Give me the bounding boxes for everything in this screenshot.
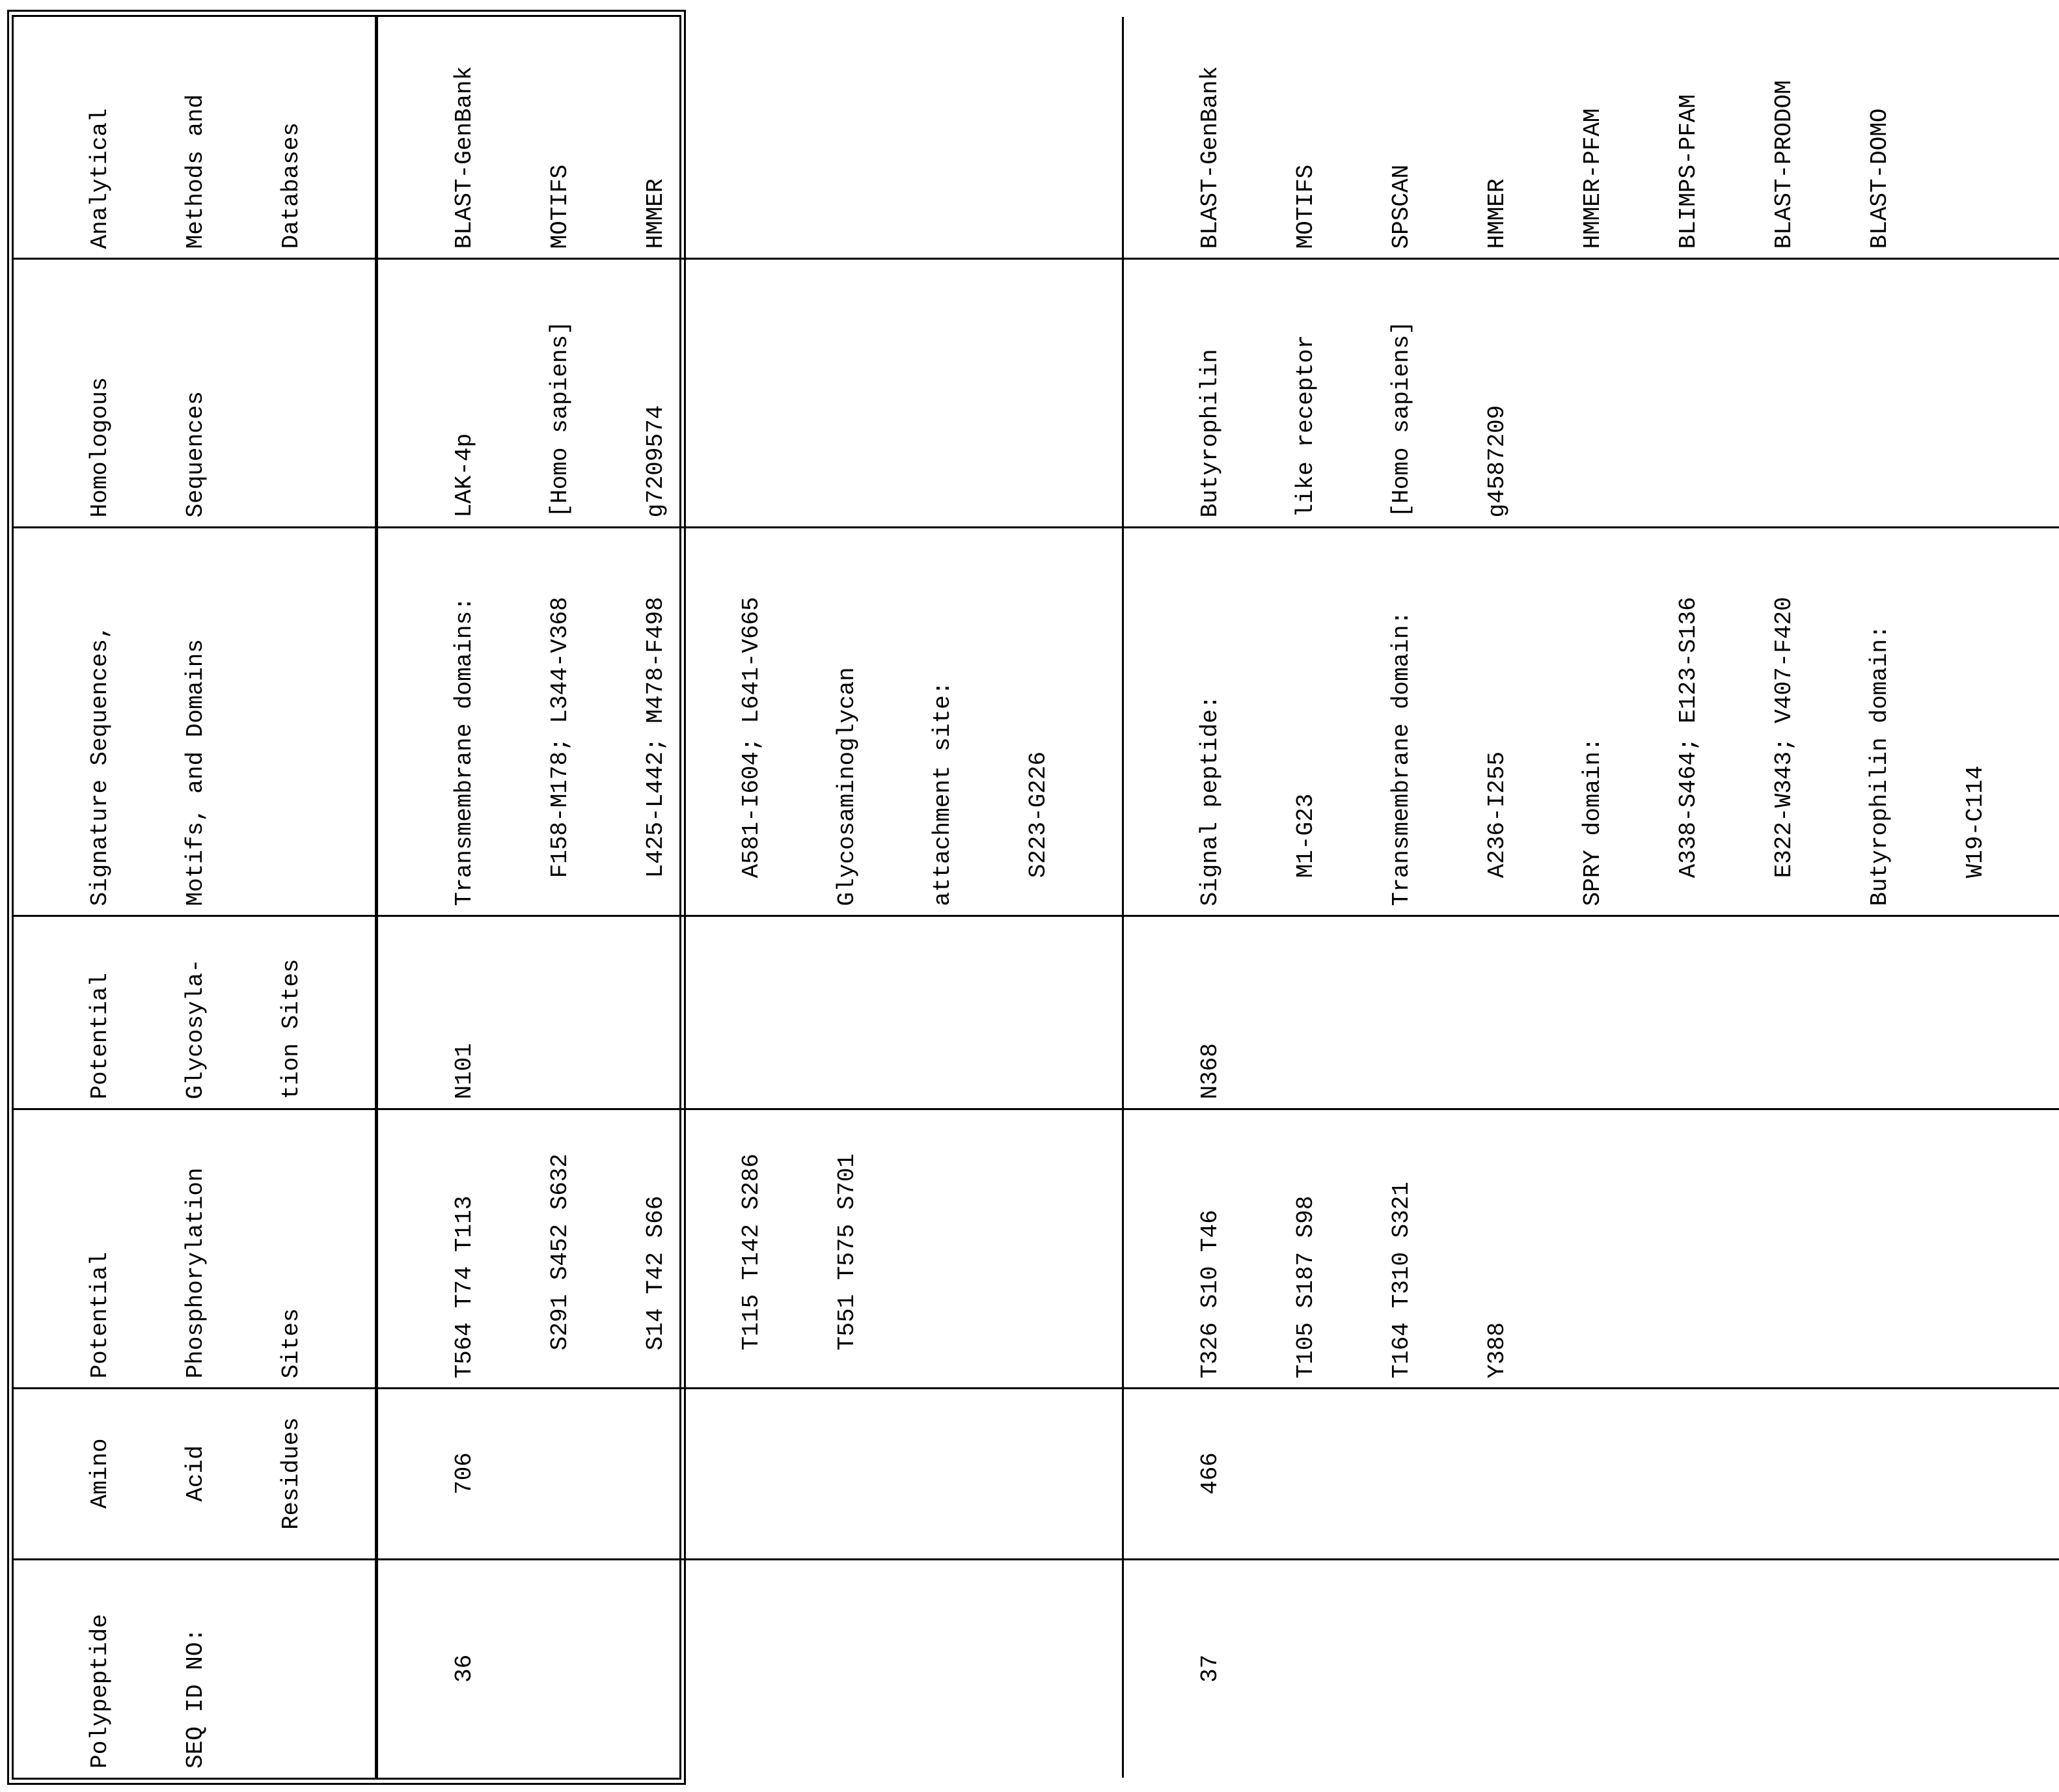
header-polypeptide [14, 1560, 377, 1778]
header-text: Potential [87, 1252, 113, 1379]
table-row [1123, 17, 2059, 1778]
homolog-line: [Homo sapiens] [547, 321, 573, 518]
phos-line: T164 T310 S321 [1388, 1182, 1415, 1379]
header-signature [14, 528, 377, 916]
method-line: BLAST-PRODOM [1771, 80, 1797, 249]
signature-line: A236-I255 [1484, 751, 1510, 878]
homolog-line: like receptor [1292, 334, 1319, 518]
header-residues [14, 1389, 377, 1560]
signature-line: A338-S464; E123-S136 [1675, 597, 1702, 878]
signature-line: Butyrophilin domain: [1866, 625, 1893, 906]
rotated-table-page [7, 10, 1989, 1785]
header-text: SEQ ID NO: [182, 1627, 209, 1769]
cell-seq-id [1123, 1560, 2059, 1778]
homolog-line: LAK-4p [451, 433, 478, 518]
cell-residues [377, 1389, 1123, 1560]
cell-glycosylation [377, 916, 1123, 1109]
method-line: HMMER [1484, 178, 1510, 249]
phos-line: T326 S10 T46 [1197, 1210, 1223, 1379]
header-glycosylation [14, 916, 377, 1109]
seq-id-value: 37 [1197, 1654, 1223, 1683]
signature-line: S223-G226 [1025, 751, 1052, 878]
cell-homologous [1123, 259, 2059, 528]
cell-phosphorylation [377, 1109, 1123, 1389]
header-text: Potential [87, 973, 113, 1100]
header-text: Glycosyla- [182, 958, 209, 1100]
header-homologous [14, 259, 377, 528]
header-text: Amino [87, 1438, 113, 1509]
phos-line: S291 S452 S632 [547, 1153, 573, 1351]
header-text: Methods and [182, 94, 209, 249]
signature-line: attachment site: [929, 681, 956, 906]
homolog-line: [Homo sapiens] [1388, 321, 1415, 518]
seq-id-value: 36 [451, 1654, 478, 1683]
header-text: Residues [278, 1417, 305, 1530]
homolog-line: g4587209 [1484, 405, 1510, 518]
method-line: BLAST-GenBank [1197, 66, 1223, 249]
header-phosphorylation [14, 1109, 377, 1389]
table-inner-border [12, 15, 1989, 1780]
header-text: Phosphorylation [182, 1167, 209, 1379]
glyco-line: N101 [451, 1043, 478, 1100]
homolog-line: g7209574 [642, 405, 669, 518]
method-line: BLIMPS-PFAM [1675, 94, 1702, 249]
phos-line: Y388 [1484, 1322, 1510, 1379]
cell-residues [1123, 1389, 2059, 1560]
header-text: Homologous [87, 377, 113, 518]
method-line: BLAST-DOMO [1866, 108, 1893, 249]
method-line: SPSCAN [1388, 164, 1415, 249]
residues-value: 706 [451, 1452, 478, 1495]
method-line: MOTIFS [1292, 164, 1319, 249]
signature-line: W19-C114 [1962, 765, 1989, 878]
cell-glycosylation [1123, 916, 2059, 1109]
method-line: BLAST-GenBank [451, 66, 478, 249]
header-text: Polypeptide [87, 1614, 113, 1769]
phos-line: T105 S187 S98 [1292, 1195, 1319, 1379]
header-analytical [14, 17, 377, 259]
cell-phosphorylation [1123, 1109, 2059, 1389]
residues-value: 466 [1197, 1452, 1223, 1495]
header-text: Analytical [87, 108, 113, 249]
signature-line: Glycosaminoglycan [834, 667, 860, 906]
signature-line: Transmembrane domains: [451, 597, 478, 906]
signature-line: F158-M178; L344-V368 [547, 597, 573, 878]
header-row [14, 17, 377, 1778]
signature-line: Signal peptide: [1197, 695, 1223, 906]
method-line: HMMER [642, 178, 669, 249]
signature-line: L425-L442; M478-F498 [642, 597, 669, 878]
signature-line: A581-I604; L641-V665 [738, 597, 765, 878]
phos-line: T564 T74 T113 [451, 1195, 478, 1379]
phos-line: T551 T575 S701 [834, 1153, 860, 1351]
header-text: Acid [182, 1445, 209, 1502]
signature-line: SPRY domain: [1579, 737, 1606, 906]
signature-line: E322-W343; V407-F420 [1771, 597, 1797, 878]
phos-line: T115 T142 S286 [738, 1153, 765, 1351]
header-text: Sequences [182, 391, 209, 518]
header-text: Signature Sequences, [87, 625, 113, 906]
header-text: Motifs, and Domains [182, 639, 209, 906]
cell-homologous [377, 259, 1123, 528]
cell-analytical [1123, 17, 2059, 259]
phos-line: S14 T42 S66 [642, 1195, 669, 1351]
method-line: HMMER-PFAM [1579, 108, 1606, 249]
signature-line: M1-G23 [1292, 793, 1319, 878]
header-text: Databases [278, 122, 305, 249]
signature-line: Transmembrane domain: [1388, 610, 1415, 906]
cell-analytical [377, 17, 1123, 259]
table-row [377, 17, 1123, 1778]
glyco-line: N368 [1197, 1043, 1223, 1100]
method-line: MOTIFS [547, 164, 573, 249]
cell-signature [1123, 528, 2059, 916]
header-text: Sites [278, 1308, 305, 1379]
header-text: tion Sites [278, 958, 305, 1100]
cell-signature [377, 528, 1123, 916]
homolog-line: Butyrophilin [1197, 349, 1223, 518]
polypeptide-properties-table [14, 17, 2059, 1778]
cell-seq-id [377, 1560, 1123, 1778]
